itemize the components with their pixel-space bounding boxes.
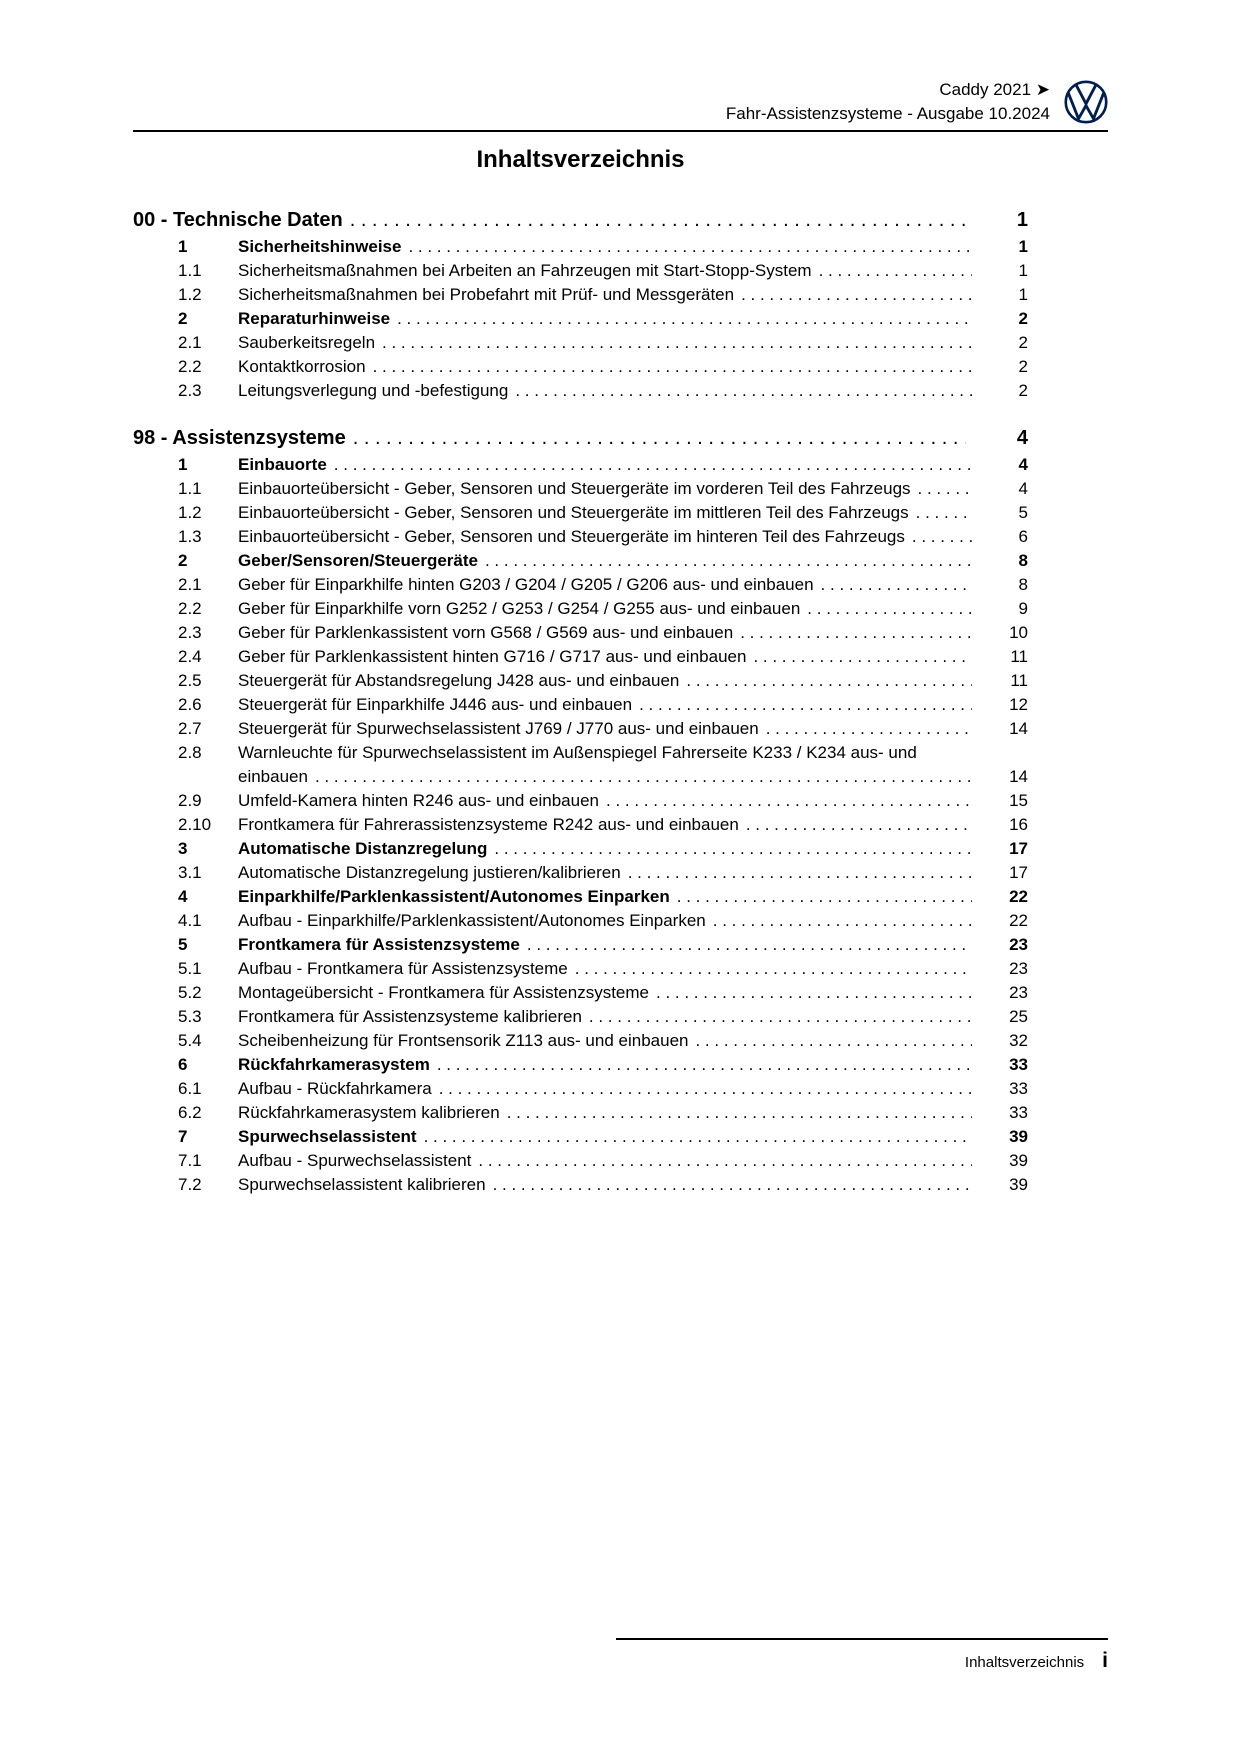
entry-title-wrap	[238, 477, 972, 501]
entry-title-wrap	[238, 693, 972, 717]
entry-number: 2.9	[178, 791, 202, 810]
entry-title: Steuergerät für Spurwechselassistent J769 / J770 aus- und einbauen . . .	[238, 719, 766, 738]
entry-title: Automatische Distanzregelung . . .	[238, 839, 494, 858]
entry-title-wrap	[238, 1125, 972, 1149]
toc-entry-row	[133, 1077, 1108, 1101]
entry-page-number: 10	[1009, 623, 1028, 642]
toc-entry-row	[133, 741, 1108, 789]
entry-number: 5	[178, 935, 188, 954]
entry-page-number: 2	[1018, 381, 1028, 400]
entry-title: Frontkamera für Assistenzsysteme . . .	[238, 935, 527, 954]
entry-title: Aufbau - Spurwechselassistent . . .	[238, 1151, 478, 1170]
entry-title: Rückfahrkamerasystem . . .	[238, 1055, 437, 1074]
toc-entry-row	[133, 597, 1108, 621]
entry-title-wrap	[238, 981, 972, 1005]
entry-number: 2	[178, 551, 188, 570]
entry-page-number: 1	[1018, 261, 1028, 280]
entry-title: Automatische Distanzregelung justieren/kalibrieren . . .	[238, 863, 628, 882]
entry-title: Scheibenheizung für Frontsensorik Z113 aus- und einbauen . . .	[238, 1031, 695, 1050]
entry-title: Spurwechselassistent . . .	[238, 1127, 424, 1146]
entry-title-wrap	[238, 355, 972, 379]
entry-title-wrap	[238, 1005, 972, 1029]
toc-entry-row	[133, 525, 1108, 549]
entry-title-wrap	[238, 1077, 972, 1101]
toc-entry-row	[133, 1125, 1108, 1149]
entry-page-number: 4	[1018, 455, 1028, 474]
entry-title: Reparaturhinweise . . .	[238, 309, 397, 328]
chapter-title-wrap	[133, 205, 966, 235]
entry-title-wrap	[238, 813, 972, 837]
entry-title-wrap	[238, 621, 972, 645]
toc-entry-row	[133, 885, 1108, 909]
toc-entry-row	[133, 1029, 1108, 1053]
entry-page-number: 8	[1018, 551, 1028, 570]
entry-title: Aufbau - Frontkamera für Assistenzsysteme . . .	[238, 959, 575, 978]
toc-entry-row	[133, 1005, 1108, 1029]
entry-title-wrap	[238, 1173, 972, 1197]
toc-entry-row	[133, 645, 1108, 669]
entry-page-number: 15	[1009, 791, 1028, 810]
entry-page-number: 39	[1009, 1151, 1028, 1170]
entry-number: 1.1	[178, 261, 202, 280]
entry-page-number: 22	[1009, 887, 1028, 906]
entry-number: 3.1	[178, 863, 202, 882]
entry-number: 1.3	[178, 527, 202, 546]
entry-title-wrap	[238, 259, 972, 283]
toc-chapter-row	[133, 423, 1108, 453]
footer-page-number: i	[1102, 1649, 1108, 1672]
entry-number: 3	[178, 839, 188, 858]
entry-number: 4.1	[178, 911, 202, 930]
entry-title: Sauberkeitsregeln . . .	[238, 333, 382, 352]
entry-title: Sicherheitsmaßnahmen bei Probefahrt mit Prüf- und Messgeräten . . .	[238, 285, 741, 304]
entry-page-number: 2	[1018, 333, 1028, 352]
entry-title-wrap	[238, 307, 972, 331]
entry-title-wrap	[238, 379, 972, 403]
entry-page-number: 14	[1009, 719, 1028, 738]
entry-title-wrap	[238, 885, 972, 909]
entry-number: 5.4	[178, 1031, 202, 1050]
entry-number: 2.1	[178, 333, 202, 352]
entry-page-number: 33	[1009, 1079, 1028, 1098]
entry-page-number: 5	[1018, 503, 1028, 522]
entry-title-wrap	[238, 1149, 972, 1173]
toc-entry-row	[133, 717, 1108, 741]
toc-entry-row	[133, 813, 1108, 837]
entry-title: Umfeld-Kamera hinten R246 aus- und einbauen . . .	[238, 791, 606, 810]
toc-entry-row	[133, 957, 1108, 981]
entry-title-wrap	[238, 573, 972, 597]
entry-number: 2.10	[178, 815, 212, 834]
toc-entry-row	[133, 933, 1108, 957]
model-name: Caddy 2021 ➤	[939, 80, 1050, 99]
entry-title-wrap	[238, 957, 972, 981]
entry-page-number: 22	[1009, 911, 1028, 930]
entry-title-wrap	[238, 669, 972, 693]
entry-title: Einbauorteübersicht - Geber, Sensoren und Steuergeräte im hinteren Teil des Fahrzeugs . . .	[238, 527, 912, 546]
entry-title-wrap	[238, 1101, 972, 1125]
entry-title: Leitungsverlegung und -befestigung . . .	[238, 381, 515, 400]
entry-page-number: 23	[1009, 983, 1028, 1002]
entry-number: 4	[178, 887, 188, 906]
entry-number: 6.1	[178, 1079, 202, 1098]
toc-entry-row	[133, 501, 1108, 525]
entry-title-wrap	[238, 453, 972, 477]
entry-page-number: 1	[1018, 285, 1028, 304]
entry-title: Sicherheitshinweise . . .	[238, 237, 408, 256]
entry-page-number: 11	[1010, 671, 1028, 690]
entry-page-number: 8	[1018, 575, 1028, 594]
entry-number: 5.2	[178, 983, 202, 1002]
toc-entry-row	[133, 1053, 1108, 1077]
entry-title: Kontaktkorrosion . . .	[238, 357, 373, 376]
entry-number: 7.1	[178, 1151, 202, 1170]
entry-title: Geber für Einparkhilfe hinten G203 / G204 / G205 / G206 aus- und einbauen . . .	[238, 575, 821, 594]
entry-page-number: 33	[1009, 1055, 1028, 1074]
toc-entry-row	[133, 331, 1108, 355]
entry-number: 2.3	[178, 381, 202, 400]
chapter-page-number: 4	[1016, 427, 1028, 449]
entry-title-wrap	[238, 597, 972, 621]
vw-logo-icon	[1064, 80, 1108, 124]
entry-number: 2.7	[178, 719, 202, 738]
entry-number: 2.2	[178, 357, 202, 376]
entry-title-wrap	[238, 909, 972, 933]
entry-page-number: 2	[1018, 357, 1028, 376]
toc-entry-row	[133, 477, 1108, 501]
entry-page-number: 23	[1009, 935, 1028, 954]
toc-entry-row	[133, 549, 1108, 573]
entry-title: Aufbau - Einparkhilfe/Parklenkassistent/Autonomes Einparken . . .	[238, 911, 713, 930]
page-title: Inhaltsverzeichnis	[476, 146, 685, 173]
toc-entry-row	[133, 235, 1108, 259]
document-subtitle: Fahr-Assistenzsysteme - Ausgabe 10.2024	[725, 104, 1050, 123]
entry-number: 1.2	[178, 285, 202, 304]
toc-entry-row	[133, 379, 1108, 403]
toc-entry-row	[133, 861, 1108, 885]
toc-entry-row	[133, 837, 1108, 861]
entry-number: 2	[178, 309, 188, 328]
entry-title-wrap	[238, 501, 972, 525]
entry-title-wrap	[238, 741, 972, 789]
entry-number: 2.3	[178, 623, 202, 642]
entry-number: 2.1	[178, 575, 202, 594]
toc-entry-row	[133, 621, 1108, 645]
entry-page-number: 11	[1010, 647, 1028, 666]
toc-chapter-row	[133, 205, 1108, 235]
entry-page-number: 6	[1018, 527, 1028, 546]
entry-number: 2.6	[178, 695, 202, 714]
chapter-title-wrap	[133, 423, 966, 453]
entry-title: Einbauorte . . .	[238, 455, 334, 474]
entry-page-number: 39	[1009, 1175, 1028, 1194]
entry-number: 2.8	[178, 743, 202, 762]
entry-title-wrap	[238, 717, 972, 741]
entry-title: Geber/Sensoren/Steuergeräte . . .	[238, 551, 485, 570]
entry-title-wrap	[238, 837, 972, 861]
header-divider	[133, 130, 1108, 132]
entry-title-wrap	[238, 525, 972, 549]
toc-entry-row	[133, 669, 1108, 693]
toc-entry-row	[133, 1173, 1108, 1197]
toc-entry-row	[133, 981, 1108, 1005]
document-footer	[616, 1638, 1108, 1673]
toc-entry-row	[133, 1101, 1108, 1125]
entry-title: Geber für Parklenkassistent vorn G568 / G569 aus- und einbauen . . .	[238, 623, 740, 642]
entry-title: Einbauorteübersicht - Geber, Sensoren und Steuergeräte im vorderen Teil des Fahrzeugs . . .	[238, 479, 918, 498]
entry-page-number: 23	[1009, 959, 1028, 978]
entry-title: Steuergerät für Abstandsregelung J428 aus- und einbauen . . .	[238, 671, 686, 690]
entry-title: Aufbau - Rückfahrkamera . . .	[238, 1079, 439, 1098]
entry-title: Frontkamera für Assistenzsysteme kalibrieren . . .	[238, 1007, 589, 1026]
toc-entry-row	[133, 573, 1108, 597]
entry-title: Sicherheitsmaßnahmen bei Arbeiten an Fahrzeugen mit Start-Stopp-System . . .	[238, 261, 819, 280]
entry-title: Einbauorteübersicht - Geber, Sensoren und Steuergeräte im mittleren Teil des Fahrzeugs . . .	[238, 503, 916, 522]
toc-entry-row	[133, 453, 1108, 477]
toc-entry-row	[133, 1149, 1108, 1173]
entry-title: Spurwechselassistent kalibrieren . . .	[238, 1175, 493, 1194]
entry-title: Rückfahrkamerasystem kalibrieren . . .	[238, 1103, 507, 1122]
entry-page-number: 32	[1009, 1031, 1028, 1050]
entry-title: Frontkamera für Fahrerassistenzsysteme R242 aus- und einbauen . . .	[238, 815, 746, 834]
chapter-title: 00 - Technische Daten . . .	[133, 209, 350, 231]
entry-title-wrap	[238, 283, 972, 307]
entry-title-wrap	[238, 789, 972, 813]
entry-number: 2.5	[178, 671, 202, 690]
entry-page-number: 25	[1009, 1007, 1028, 1026]
entry-number: 7.2	[178, 1175, 202, 1194]
entry-title-wrap	[238, 1029, 972, 1053]
entry-number: 1.1	[178, 479, 202, 498]
entry-page-number: 33	[1009, 1103, 1028, 1122]
toc	[133, 205, 1108, 1197]
entry-number: 1	[178, 237, 188, 256]
entry-number: 6	[178, 1055, 188, 1074]
entry-title-wrap	[238, 933, 972, 957]
entry-title: Steuergerät für Einparkhilfe J446 aus- und einbauen . . .	[238, 695, 639, 714]
toc-entry-row	[133, 259, 1108, 283]
toc-entry-row	[133, 789, 1108, 813]
entry-page-number: 39	[1009, 1127, 1028, 1146]
entry-title: Einparkhilfe/Parklenkassistent/Autonomes Einparken . . .	[238, 887, 677, 906]
entry-title: Montageübersicht - Frontkamera für Assistenzsysteme . . .	[238, 983, 656, 1002]
entry-page-number: 17	[1009, 863, 1028, 882]
entry-page-number: 17	[1009, 839, 1028, 858]
chapter-title: 98 - Assistenzsysteme . . .	[133, 427, 353, 449]
entry-title: Warnleuchte für Spurwechselassistent im Außenspiegel Fahrerseite K233 / K234 aus- und einbauen . . .	[238, 743, 917, 786]
entry-title-wrap	[238, 645, 972, 669]
entry-page-number: 2	[1018, 309, 1028, 328]
entry-title-wrap	[238, 331, 972, 355]
footer-section-label: Inhaltsverzeichnis	[964, 1654, 1085, 1671]
document-header	[726, 78, 1108, 126]
toc-entry-row	[133, 909, 1108, 933]
toc-entry-row	[133, 283, 1108, 307]
entry-page-number: 9	[1018, 599, 1028, 618]
header-text-block	[726, 78, 1050, 126]
entry-title-wrap	[238, 235, 972, 259]
entry-number: 1	[178, 455, 188, 474]
entry-number: 1.2	[178, 503, 202, 522]
toc-entry-row	[133, 355, 1108, 379]
entry-title-wrap	[238, 549, 972, 573]
entry-page-number: 12	[1009, 695, 1028, 714]
entry-number: 6.2	[178, 1103, 202, 1122]
entry-number: 7	[178, 1127, 188, 1146]
entry-title-wrap	[238, 1053, 972, 1077]
entry-page-number: 4	[1018, 479, 1028, 498]
toc-entry-row	[133, 307, 1108, 331]
entry-number: 2.4	[178, 647, 202, 666]
entry-number: 5.1	[178, 959, 202, 978]
chapter-page-number: 1	[1016, 209, 1028, 231]
entry-page-number: 14	[1009, 767, 1028, 786]
entry-number: 2.2	[178, 599, 202, 618]
toc-entry-row	[133, 693, 1108, 717]
entry-title: Geber für Parklenkassistent hinten G716 / G717 aus- und einbauen . . .	[238, 647, 753, 666]
entry-title-wrap	[238, 861, 972, 885]
entry-number: 5.3	[178, 1007, 202, 1026]
entry-page-number: 1	[1018, 237, 1028, 256]
entry-title: Geber für Einparkhilfe vorn G252 / G253 / G254 / G255 aus- und einbauen . . .	[238, 599, 807, 618]
entry-page-number: 16	[1009, 815, 1028, 834]
